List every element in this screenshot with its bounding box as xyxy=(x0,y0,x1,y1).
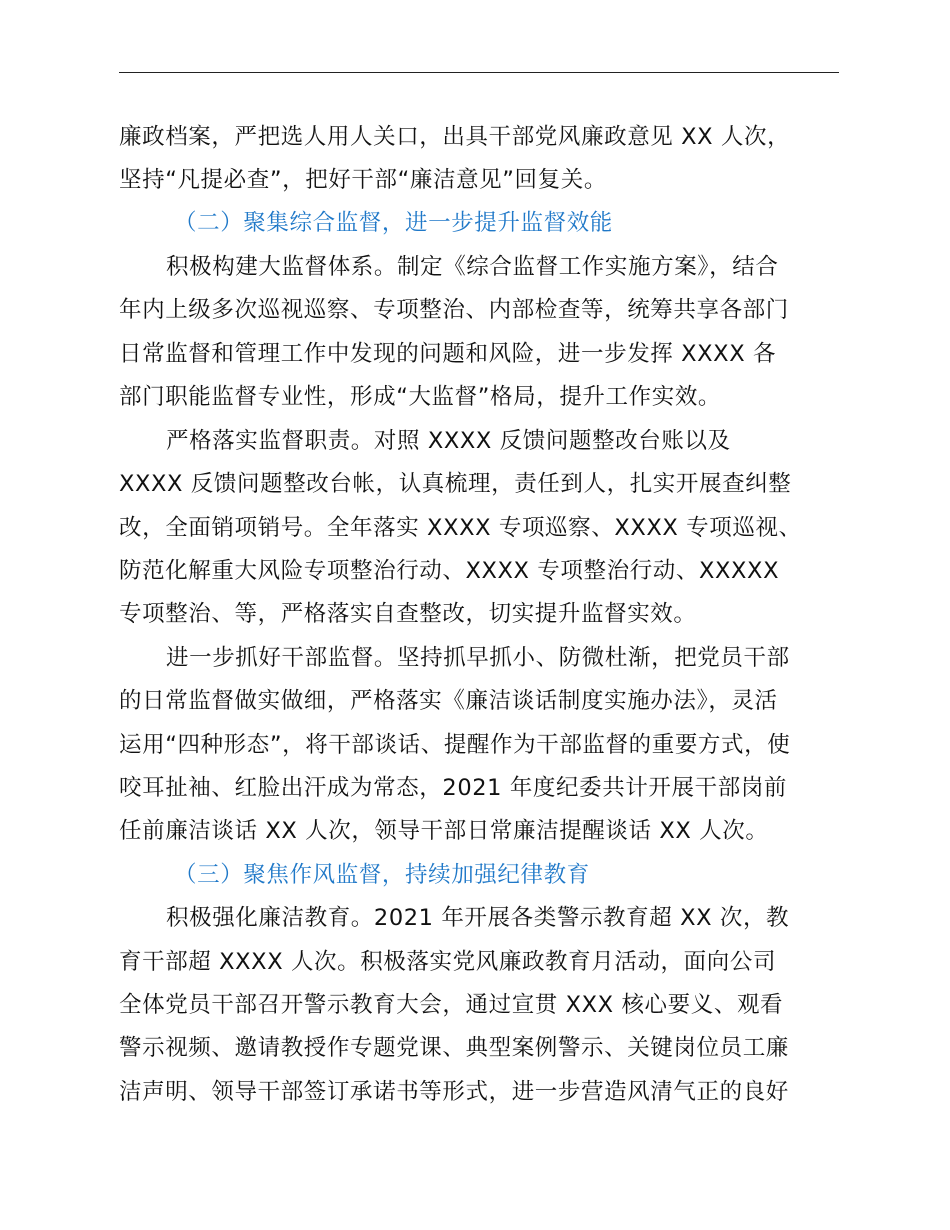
section-heading-3: （三）聚焦作风监督，持续加强纪律教育 xyxy=(174,862,590,888)
paragraph-line: XXXX 反馈问题整改台帐，认真梳理，责任到人，扎实开展查纠整 xyxy=(119,471,792,497)
paragraph-line: 运用“四种形态”，将干部谈话、提醒作为干部监督的重要方式，使 xyxy=(119,732,791,758)
paragraph-line: 咬耳扯袖、红脸出汗成为常态，2021 年度纪委共计开展干部岗前 xyxy=(119,775,788,801)
paragraph-line: 洁声明、领导干部签订承诺书等形式，进一步营造风清气正的良好 xyxy=(119,1079,789,1105)
paragraph-line: 育干部超 XXXX 人次。积极落实党风廉政教育月活动，面向公司 xyxy=(119,949,777,975)
paragraph-line: 廉政档案，严把选人用人关口，出具干部党风廉政意见 XX 人次， xyxy=(119,124,791,150)
paragraph-line: 防范化解重大风险专项整治行动、XXXX 专项整治行动、XXXXX xyxy=(119,558,780,584)
section-heading-2: （二）聚集综合监督，进一步提升监督效能 xyxy=(174,210,613,236)
paragraph-line: 任前廉洁谈话 XX 人次，领导干部日常廉洁提醒谈话 XX 人次。 xyxy=(119,818,769,844)
paragraph-line: 严格落实监督职责。对照 XXXX 反馈问题整改台账以及 xyxy=(166,428,731,454)
header-rule xyxy=(119,72,839,73)
paragraph-line: 全体党员干部召开警示教育大会，通过宣贯 XXX 核心要义、观看 xyxy=(119,992,784,1018)
paragraph-line: 部门职能监督专业性，形成“大监督”格局，提升工作实效。 xyxy=(119,384,722,410)
paragraph-line: 积极构建大监督体系。制定《综合监督工作实施方案》，结合 xyxy=(166,254,779,280)
paragraph-line: 日常监督和管理工作中发现的问题和风险，进一步发挥 XXXX 各 xyxy=(119,341,777,367)
paragraph-line: 年内上级多次巡视巡察、专项整治、内部检查等，统筹共享各部门 xyxy=(119,297,789,323)
paragraph-line: 积极强化廉洁教育。2021 年开展各类警示教育超 XX 次，教 xyxy=(166,905,790,931)
paragraph-line: 专项整治、等，严格落实自查整改，切实提升监督实效。 xyxy=(119,601,697,627)
paragraph-line: 的日常监督做实做细，严格落实《廉洁谈话制度实施办法》，灵活 xyxy=(119,688,778,714)
paragraph-line: 进一步抓好干部监督。坚持抓早抓小、防微杜渐，把党员干部 xyxy=(166,645,790,671)
paragraph-line: 改，全面销项销号。全年落实 XXXX 专项巡察、XXXX 专项巡视、 xyxy=(119,515,802,541)
paragraph-line: 警示视频、邀请教授作专题党课、典型案例警示、关键岗位员工廉 xyxy=(119,1035,789,1061)
paragraph-line: 坚持“凡提必查”，把好干部“廉洁意见”回复关。 xyxy=(119,167,607,193)
